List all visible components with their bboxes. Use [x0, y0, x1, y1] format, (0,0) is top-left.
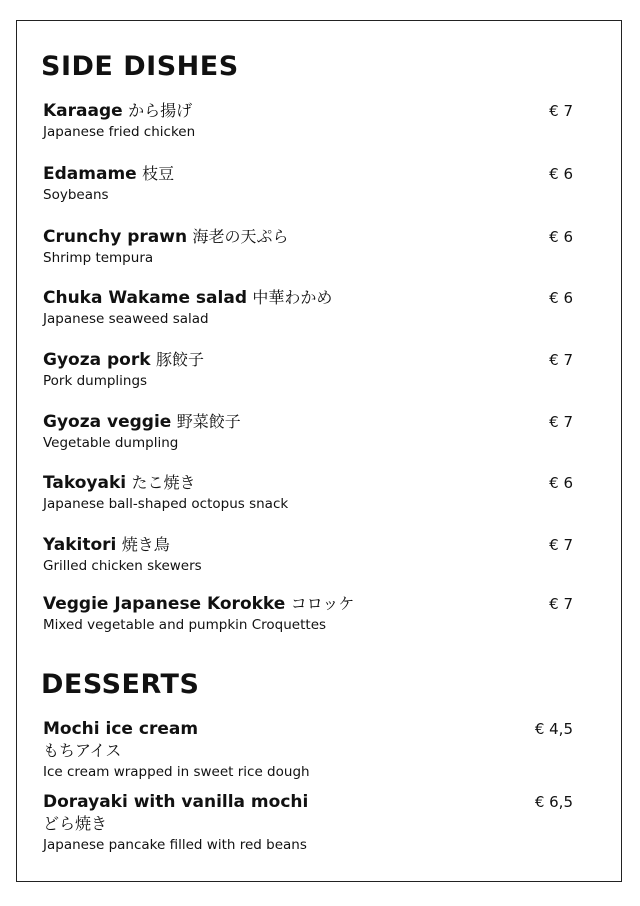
item-name: Edamame — [43, 164, 137, 184]
item-description: Japanese seaweed salad — [43, 311, 209, 327]
menu-item-takoyaki — [43, 472, 573, 514]
item-name: Yakitori — [43, 535, 117, 555]
menu-item-chuka-wakame-salad — [43, 287, 573, 329]
item-name: Gyoza pork — [43, 350, 151, 370]
item-japanese-name: どら焼き — [43, 814, 108, 833]
item-description: Japanese ball-shaped octopus snack — [43, 496, 289, 512]
item-japanese-name: もちアイス — [43, 741, 122, 760]
item-name: Chuka Wakame salad — [43, 288, 247, 308]
item-japanese-name: 豚餃子 — [155, 350, 204, 369]
item-price: € 7 — [549, 536, 573, 554]
menu-item-mochi-ice-cream — [43, 718, 573, 782]
item-description: Japanese pancake filled with red beans — [43, 837, 307, 853]
side-dishes-title: SIDE DISHES — [41, 51, 239, 82]
item-description: Pork dumplings — [43, 373, 148, 389]
item-description: Vegetable dumpling — [43, 435, 179, 451]
item-price: € 7 — [549, 413, 573, 431]
item-name: Gyoza veggie — [43, 412, 172, 432]
item-name: Crunchy prawn — [43, 227, 188, 247]
menu-item-karaage — [43, 100, 573, 142]
item-name: Dorayaki with vanilla mochi — [43, 792, 309, 812]
item-japanese-name: 枝豆 — [142, 164, 175, 183]
item-japanese-name: 海老の天ぷら — [192, 227, 289, 246]
item-price: € 7 — [549, 351, 573, 369]
item-japanese-name: コロッケ — [290, 594, 355, 613]
item-description: Japanese fried chicken — [43, 124, 196, 140]
item-price: € 7 — [549, 102, 573, 120]
item-japanese-name: 野菜餃子 — [176, 412, 241, 431]
menu-item-veggie-japanese-korokke — [43, 593, 573, 635]
item-price: € 6 — [549, 228, 573, 246]
item-description: Shrimp tempura — [43, 250, 154, 266]
item-japanese-name: たこ焼き — [131, 473, 196, 492]
item-name: Takoyaki — [43, 473, 127, 493]
item-description: Mixed vegetable and pumpkin Croquettes — [43, 617, 327, 633]
item-japanese-name: から揚げ — [128, 101, 193, 120]
item-japanese-name: 中華わかめ — [252, 288, 333, 307]
item-description: Soybeans — [43, 187, 109, 203]
item-japanese-name: 焼き鳥 — [121, 535, 170, 554]
item-price: € 4,5 — [534, 720, 573, 738]
item-price: € 6 — [549, 165, 573, 183]
menu-item-crunchy-prawn — [43, 226, 573, 268]
item-name: Veggie Japanese Korokke — [43, 594, 286, 614]
desserts-title: DESSERTS — [41, 669, 200, 700]
item-name: Mochi ice cream — [43, 719, 199, 739]
menu-item-yakitori — [43, 534, 573, 576]
menu-item-dorayaki — [43, 791, 573, 855]
menu-item-gyoza-veggie — [43, 411, 573, 453]
item-price: € 6 — [549, 289, 573, 307]
menu-item-gyoza-pork — [43, 349, 573, 391]
item-price: € 6 — [549, 474, 573, 492]
menu-item-edamame — [43, 163, 573, 205]
item-price: € 7 — [549, 595, 573, 613]
item-name: Karaage — [43, 101, 123, 121]
item-price: € 6,5 — [534, 793, 573, 811]
item-description: Grilled chicken skewers — [43, 558, 202, 574]
item-description: Ice cream wrapped in sweet rice dough — [43, 764, 310, 780]
